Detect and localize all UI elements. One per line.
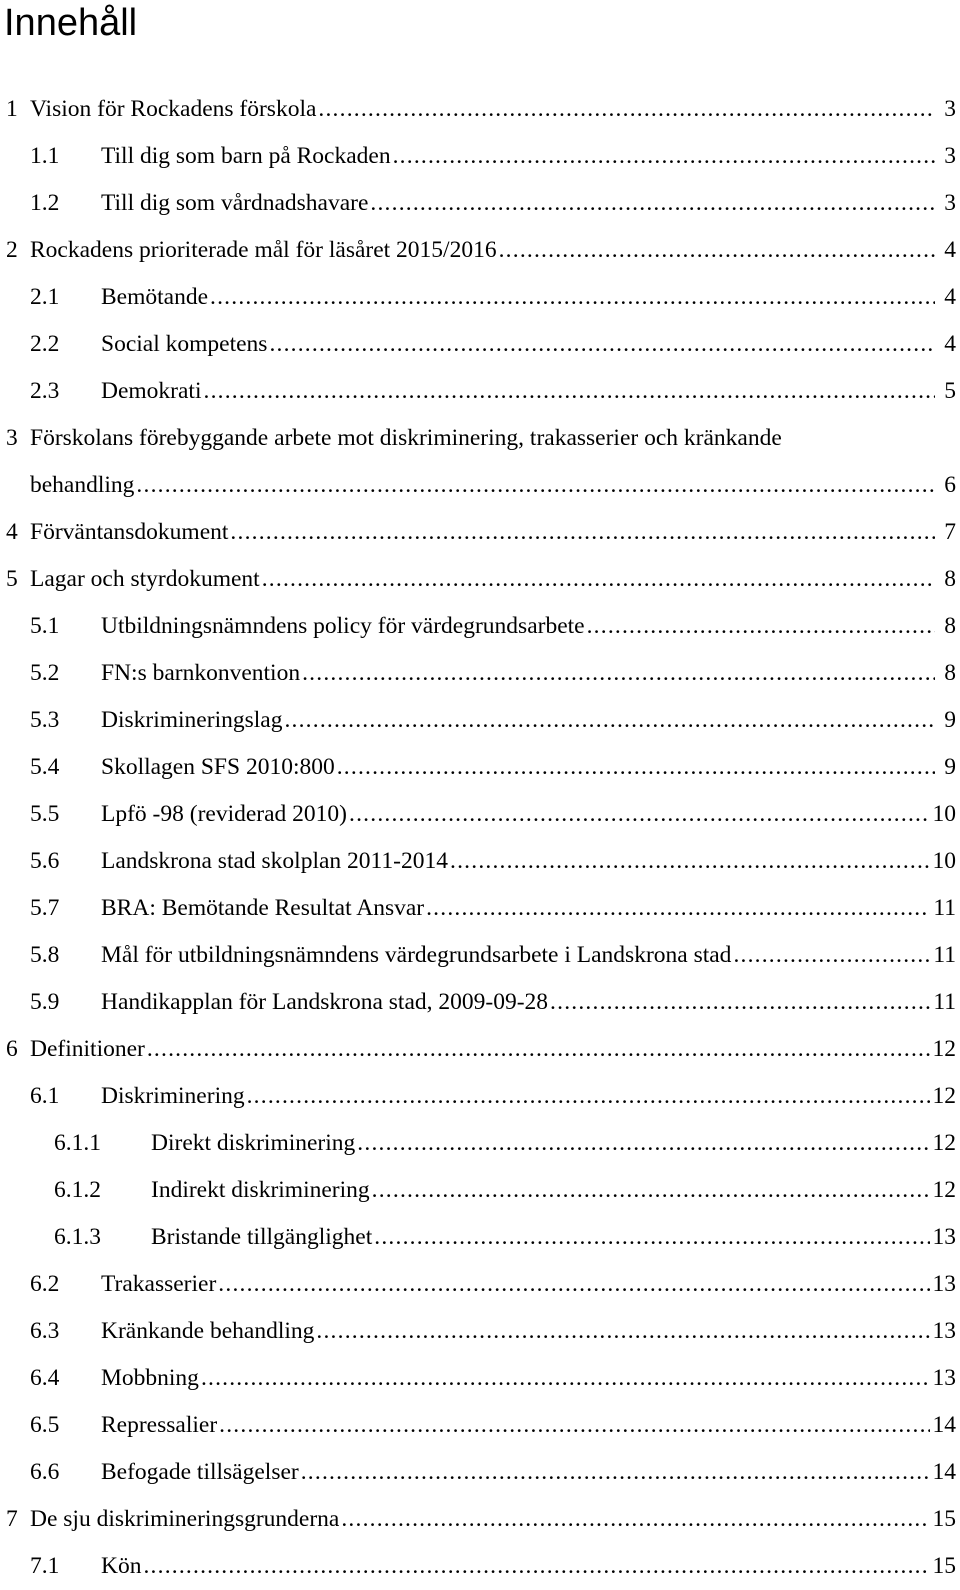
- toc-entry-page-number: 11: [930, 885, 960, 932]
- toc-entry[interactable]: [0, 133, 960, 180]
- toc-entry-number: 6.6: [30, 1449, 59, 1496]
- dot-leader: [262, 556, 935, 603]
- toc-entry[interactable]: [0, 1261, 960, 1308]
- dot-leader: [426, 885, 930, 932]
- dot-leader: [247, 1073, 930, 1120]
- toc-entry-label: Demokrati: [101, 368, 204, 415]
- toc-entry-number: 5.9: [30, 979, 59, 1026]
- toc-entry-page-number: 11: [930, 932, 960, 979]
- toc-entry-number: 5.2: [30, 650, 59, 697]
- toc-entry[interactable]: [0, 509, 960, 556]
- toc-entry-label: FN:s barnkonvention: [101, 650, 302, 697]
- toc-entry-number: 2.1: [30, 274, 59, 321]
- toc-entry-label: Rockadens prioriterade mål för läsåret 2015/2016: [30, 227, 499, 274]
- dot-leader: [587, 603, 935, 650]
- toc-entry-page-number: 9: [935, 744, 960, 791]
- toc-entry-label: Förskolans förebyggande arbete mot diskriminering, trakasserier och kränkande: [30, 415, 782, 462]
- toc-entry-page-number: 14: [930, 1402, 960, 1449]
- toc-entry-number: 5.7: [30, 885, 59, 932]
- toc-entry-page-number: 7: [935, 509, 960, 556]
- dot-leader: [147, 1026, 930, 1073]
- dot-leader: [136, 462, 935, 509]
- dot-leader: [341, 1496, 929, 1543]
- toc-entry-page-number: 4: [935, 227, 960, 274]
- dot-leader: [218, 1261, 929, 1308]
- toc-entry[interactable]: [0, 838, 960, 885]
- toc-entry-label: Till dig som vårdnadshavare: [101, 180, 370, 227]
- toc-entry-label: Indirekt diskriminering: [151, 1167, 372, 1214]
- toc-entry-number: 6.4: [30, 1355, 59, 1402]
- dot-leader: [318, 86, 935, 133]
- toc-entry-number: 2.3: [30, 368, 59, 415]
- toc-entry-page-number: 13: [930, 1355, 960, 1402]
- toc-entry-page-number: 3: [935, 180, 960, 227]
- toc-entry-label: Lagar och styrdokument: [30, 556, 262, 603]
- toc-entry-label: Handikapplan för Landskrona stad, 2009-09-28: [101, 979, 550, 1026]
- dot-leader: [230, 509, 935, 556]
- toc-entry[interactable]: [0, 697, 960, 744]
- toc-entry[interactable]: [0, 744, 960, 791]
- dot-leader: [269, 321, 935, 368]
- toc-entry-label: Definitioner: [30, 1026, 147, 1073]
- dot-leader: [349, 791, 929, 838]
- toc-entry[interactable]: [0, 1073, 960, 1120]
- toc-entry-label: Diskriminering: [101, 1073, 247, 1120]
- dot-leader: [302, 650, 935, 697]
- toc-entry[interactable]: [0, 86, 960, 133]
- toc-entry-label: Direkt diskriminering: [151, 1120, 357, 1167]
- toc-entry-page-number: 10: [930, 838, 960, 885]
- toc-entry-label: Förväntansdokument: [30, 509, 230, 556]
- toc-entry-page-number: 8: [935, 603, 960, 650]
- toc-entry-label: Repressalier: [101, 1402, 219, 1449]
- dot-leader: [733, 932, 930, 979]
- toc-entry[interactable]: [0, 1496, 960, 1543]
- toc-entry-label-continued: behandling: [30, 462, 136, 509]
- toc-entry-page-number: 12: [930, 1167, 960, 1214]
- toc-entry-number: 6: [6, 1026, 18, 1073]
- toc-entry[interactable]: [0, 650, 960, 697]
- dot-leader: [450, 838, 929, 885]
- toc-entry-page-number: 4: [935, 274, 960, 321]
- toc-entry[interactable]: [0, 791, 960, 838]
- toc-entry-number: 6.3: [30, 1308, 59, 1355]
- toc-entry[interactable]: [0, 1543, 960, 1590]
- toc-entry-label: Landskrona stad skolplan 2011-2014: [101, 838, 450, 885]
- toc-entry-label: Vision för Rockadens förskola: [30, 86, 318, 133]
- toc-entry-page-number: 14: [930, 1449, 960, 1496]
- toc-entry-page-number: 15: [930, 1496, 960, 1543]
- toc-entry-number: 1: [6, 86, 18, 133]
- toc-entry[interactable]: [0, 1026, 960, 1073]
- toc-entry-label: Skollagen SFS 2010:800: [101, 744, 337, 791]
- dot-leader: [357, 1120, 929, 1167]
- toc-entry-label: Mål för utbildningsnämndens värdegrundsarbete i Landskrona stad: [101, 932, 733, 979]
- toc-entry-page-number: 3: [935, 86, 960, 133]
- toc-entry-label: Mobbning: [101, 1355, 201, 1402]
- dot-leader: [210, 274, 935, 321]
- toc-entry-label: Trakasserier: [101, 1261, 218, 1308]
- dot-leader: [201, 1355, 930, 1402]
- dot-leader: [370, 180, 935, 227]
- toc-entry[interactable]: [0, 885, 960, 932]
- toc-entry-number: 5.6: [30, 838, 59, 885]
- toc-entry[interactable]: [0, 1214, 960, 1261]
- toc-entry-number: 7.1: [30, 1543, 59, 1590]
- toc-entry-label: Till dig som barn på Rockaden: [101, 133, 393, 180]
- dot-leader: [204, 368, 936, 415]
- toc-entry[interactable]: [0, 227, 960, 274]
- toc-entry[interactable]: [0, 1402, 960, 1449]
- toc-entry-number: 2: [6, 227, 18, 274]
- toc-entry[interactable]: [0, 556, 960, 603]
- dot-leader: [550, 979, 930, 1026]
- toc-entry-label: De sju diskrimineringsgrunderna: [30, 1496, 341, 1543]
- toc-entry-number: 4: [6, 509, 18, 556]
- toc-entry-label: Lpfö -98 (reviderad 2010): [101, 791, 349, 838]
- toc-entry-number: 2.2: [30, 321, 59, 368]
- dot-leader: [393, 133, 935, 180]
- toc-entry[interactable]: [0, 1449, 960, 1496]
- toc-entry-label: BRA: Bemötande Resultat Ansvar: [101, 885, 426, 932]
- toc-entry[interactable]: [0, 415, 960, 509]
- toc-entry-label: Social kompetens: [101, 321, 269, 368]
- toc-entry-label: Bemötande: [101, 274, 210, 321]
- toc-entry-page-number: 8: [935, 556, 960, 603]
- toc-entry-number: 6.1.3: [54, 1214, 101, 1261]
- toc-entry[interactable]: [0, 274, 960, 321]
- toc-entry-page-number: 10: [930, 791, 960, 838]
- toc-entry-page-number: 15: [930, 1543, 960, 1590]
- toc-entry-number: 6.1.1: [54, 1120, 101, 1167]
- toc-entry[interactable]: [0, 1308, 960, 1355]
- toc-entry[interactable]: [0, 932, 960, 979]
- toc-entry-number: 1.2: [30, 180, 59, 227]
- toc-entry-number: 6.2: [30, 1261, 59, 1308]
- dot-leader: [284, 697, 935, 744]
- toc-entry-page-number: 11: [930, 979, 960, 1026]
- toc-entry[interactable]: [0, 1355, 960, 1402]
- toc-entry[interactable]: [0, 321, 960, 368]
- dot-leader: [337, 744, 935, 791]
- dot-leader: [372, 1167, 930, 1214]
- toc-entry[interactable]: [0, 979, 960, 1026]
- toc-entry-page-number: 6: [935, 462, 960, 509]
- toc-entry-label: Diskrimineringslag: [101, 697, 284, 744]
- toc-entry-page-number: 13: [930, 1214, 960, 1261]
- toc-entry-number: 6.1: [30, 1073, 59, 1120]
- toc-entry-label: Kränkande behandling: [101, 1308, 316, 1355]
- toc-entry[interactable]: [0, 1120, 960, 1167]
- toc-entry[interactable]: [0, 1167, 960, 1214]
- toc-entry-label: Bristande tillgänglighet: [151, 1214, 374, 1261]
- toc-entry-label: Utbildningsnämndens policy för värdegrundsarbete: [101, 603, 587, 650]
- toc-entry-page-number: 12: [930, 1073, 960, 1120]
- dot-leader: [219, 1402, 929, 1449]
- toc-entry-page-number: 3: [935, 133, 960, 180]
- dot-leader: [316, 1308, 929, 1355]
- toc-entry-number: 5.3: [30, 697, 59, 744]
- toc-entry-page-number: 12: [930, 1026, 960, 1073]
- dot-leader: [301, 1449, 930, 1496]
- page-title: Innehåll: [4, 0, 137, 46]
- toc-entry-page-number: 4: [935, 321, 960, 368]
- toc-entry-page-number: 9: [935, 697, 960, 744]
- toc-entry-page-number: 5: [935, 368, 960, 415]
- toc-entry-number: 7: [6, 1496, 18, 1543]
- toc-entry[interactable]: [0, 368, 960, 415]
- toc-entry-number: 6.5: [30, 1402, 59, 1449]
- toc-entry-number: 5.5: [30, 791, 59, 838]
- toc-entry-number: 5.8: [30, 932, 59, 979]
- toc-entry-number: 3: [6, 415, 18, 462]
- toc-entry-number: 5: [6, 556, 18, 603]
- toc-entry-label: Befogade tillsägelser: [101, 1449, 301, 1496]
- toc-entry-number: 5.4: [30, 744, 59, 791]
- toc-entry-number: 1.1: [30, 133, 59, 180]
- toc-entry-page-number: 13: [930, 1261, 960, 1308]
- toc-entry-number: 6.1.2: [54, 1167, 101, 1214]
- dot-leader: [374, 1214, 929, 1261]
- toc-entry-label: Kön: [101, 1543, 143, 1590]
- toc-entry-number: 5.1: [30, 603, 59, 650]
- dot-leader: [143, 1543, 929, 1590]
- toc-entry[interactable]: [0, 603, 960, 650]
- toc-entry-page-number: 12: [930, 1120, 960, 1167]
- dot-leader: [499, 227, 935, 274]
- toc-entry-page-number: 8: [935, 650, 960, 697]
- toc-entry[interactable]: [0, 180, 960, 227]
- toc-entry-page-number: 13: [930, 1308, 960, 1355]
